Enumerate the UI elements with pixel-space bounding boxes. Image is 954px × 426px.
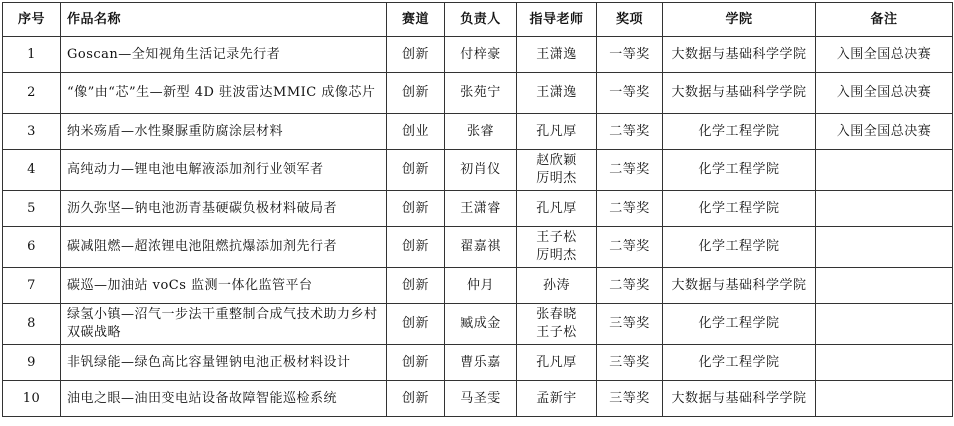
cell-no: 8 [3, 304, 61, 345]
cell-leader: 张苑宁 [445, 73, 517, 114]
cell-award: 三等奖 [597, 381, 663, 417]
cell-title: 非钒绿能—绿色高比容量锂钠电池正极材料设计 [61, 345, 387, 381]
cell-track: 创新 [387, 150, 445, 191]
cell-leader: 初肖仪 [445, 150, 517, 191]
cell-title: 碳减阻燃—超浓锂电池阻燃抗爆添加剂先行者 [61, 227, 387, 268]
cell-advisor: 王子松 厉明杰 [517, 227, 597, 268]
cell-college: 大数据与基础科学学院 [663, 73, 816, 114]
cell-track: 创新 [387, 227, 445, 268]
header-title: 作品名称 [61, 3, 387, 37]
cell-leader: 付梓豪 [445, 37, 517, 73]
cell-advisor: 孔凡厚 [517, 345, 597, 381]
cell-note [816, 191, 953, 227]
header-award: 奖项 [597, 3, 663, 37]
cell-award: 一等奖 [597, 73, 663, 114]
cell-track: 创新 [387, 304, 445, 345]
cell-advisor: 赵欣颖 厉明杰 [517, 150, 597, 191]
cell-award: 二等奖 [597, 150, 663, 191]
cell-note [816, 345, 953, 381]
cell-advisor: 王潇逸 [517, 37, 597, 73]
header-leader: 负责人 [445, 3, 517, 37]
table-row [3, 304, 953, 345]
cell-title: 纳米殇盾—水性聚脲重防腐涂层材料 [61, 114, 387, 150]
cell-advisor: 孟新宇 [517, 381, 597, 417]
cell-track: 创业 [387, 114, 445, 150]
cell-note: 入围全国总决赛 [816, 114, 953, 150]
cell-no: 6 [3, 227, 61, 268]
cell-award: 三等奖 [597, 304, 663, 345]
cell-title: Goscan—全知视角生活记录先行者 [61, 37, 387, 73]
cell-title: 绿氢小镇—沼气一步法干重整制合成气技术助力乡村双碳战略 [61, 304, 387, 345]
header-note: 备注 [816, 3, 953, 37]
cell-no: 7 [3, 268, 61, 304]
table-row [3, 73, 953, 114]
cell-no: 10 [3, 381, 61, 417]
cell-title: “像”由“芯”生—新型 4D 驻波雷达MMIC 成像芯片 [61, 73, 387, 114]
cell-track: 创新 [387, 381, 445, 417]
cell-award: 二等奖 [597, 191, 663, 227]
cell-award: 二等奖 [597, 268, 663, 304]
cell-leader: 王潇睿 [445, 191, 517, 227]
cell-advisor: 王潇逸 [517, 73, 597, 114]
cell-college: 化学工程学院 [663, 304, 816, 345]
cell-college: 大数据与基础科学学院 [663, 381, 816, 417]
cell-title: 碳巡—加油站 voCs 监测一体化监管平台 [61, 268, 387, 304]
cell-track: 创新 [387, 345, 445, 381]
cell-note [816, 381, 953, 417]
cell-track: 创新 [387, 268, 445, 304]
cell-advisor: 孙涛 [517, 268, 597, 304]
cell-leader: 仲月 [445, 268, 517, 304]
cell-note [816, 227, 953, 268]
cell-title: 高纯动力—锂电池电解液添加剂行业领军者 [61, 150, 387, 191]
table-row [3, 381, 953, 417]
table-row [3, 345, 953, 381]
cell-track: 创新 [387, 73, 445, 114]
header-no: 序号 [3, 3, 61, 37]
cell-title: 沥久弥坚—钠电池沥青基硬碳负极材料破局者 [61, 191, 387, 227]
cell-college: 化学工程学院 [663, 114, 816, 150]
cell-advisor: 孔凡厚 [517, 114, 597, 150]
header-college: 学院 [663, 3, 816, 37]
cell-leader: 张睿 [445, 114, 517, 150]
cell-track: 创新 [387, 37, 445, 73]
cell-note [816, 150, 953, 191]
table-row [3, 227, 953, 268]
cell-college: 化学工程学院 [663, 227, 816, 268]
header-advisor: 指导老师 [517, 3, 597, 37]
table-row [3, 37, 953, 73]
cell-note: 入围全国总决赛 [816, 73, 953, 114]
cell-title: 油电之眼—油田变电站设备故障智能巡检系统 [61, 381, 387, 417]
cell-no: 5 [3, 191, 61, 227]
cell-no: 2 [3, 73, 61, 114]
table-row [3, 150, 953, 191]
table-row [3, 114, 953, 150]
cell-advisor: 孔凡厚 [517, 191, 597, 227]
cell-college: 化学工程学院 [663, 345, 816, 381]
header-track: 赛道 [387, 3, 445, 37]
cell-track: 创新 [387, 191, 445, 227]
cell-college: 化学工程学院 [663, 191, 816, 227]
cell-leader: 臧成金 [445, 304, 517, 345]
cell-note [816, 304, 953, 345]
cell-advisor: 张春晓 王子松 [517, 304, 597, 345]
cell-college: 化学工程学院 [663, 150, 816, 191]
cell-leader: 翟嘉祺 [445, 227, 517, 268]
cell-leader: 马圣雯 [445, 381, 517, 417]
cell-no: 3 [3, 114, 61, 150]
cell-award: 一等奖 [597, 37, 663, 73]
cell-no: 9 [3, 345, 61, 381]
cell-college: 大数据与基础科学学院 [663, 37, 816, 73]
cell-no: 4 [3, 150, 61, 191]
cell-college: 大数据与基础科学学院 [663, 268, 816, 304]
cell-note [816, 268, 953, 304]
table-row [3, 191, 953, 227]
table-row [3, 268, 953, 304]
cell-leader: 曹乐嘉 [445, 345, 517, 381]
cell-award: 二等奖 [597, 227, 663, 268]
award-table [2, 2, 953, 417]
cell-award: 三等奖 [597, 345, 663, 381]
cell-award: 二等奖 [597, 114, 663, 150]
cell-note: 入围全国总决赛 [816, 37, 953, 73]
table-header-row [3, 3, 953, 37]
cell-no: 1 [3, 37, 61, 73]
